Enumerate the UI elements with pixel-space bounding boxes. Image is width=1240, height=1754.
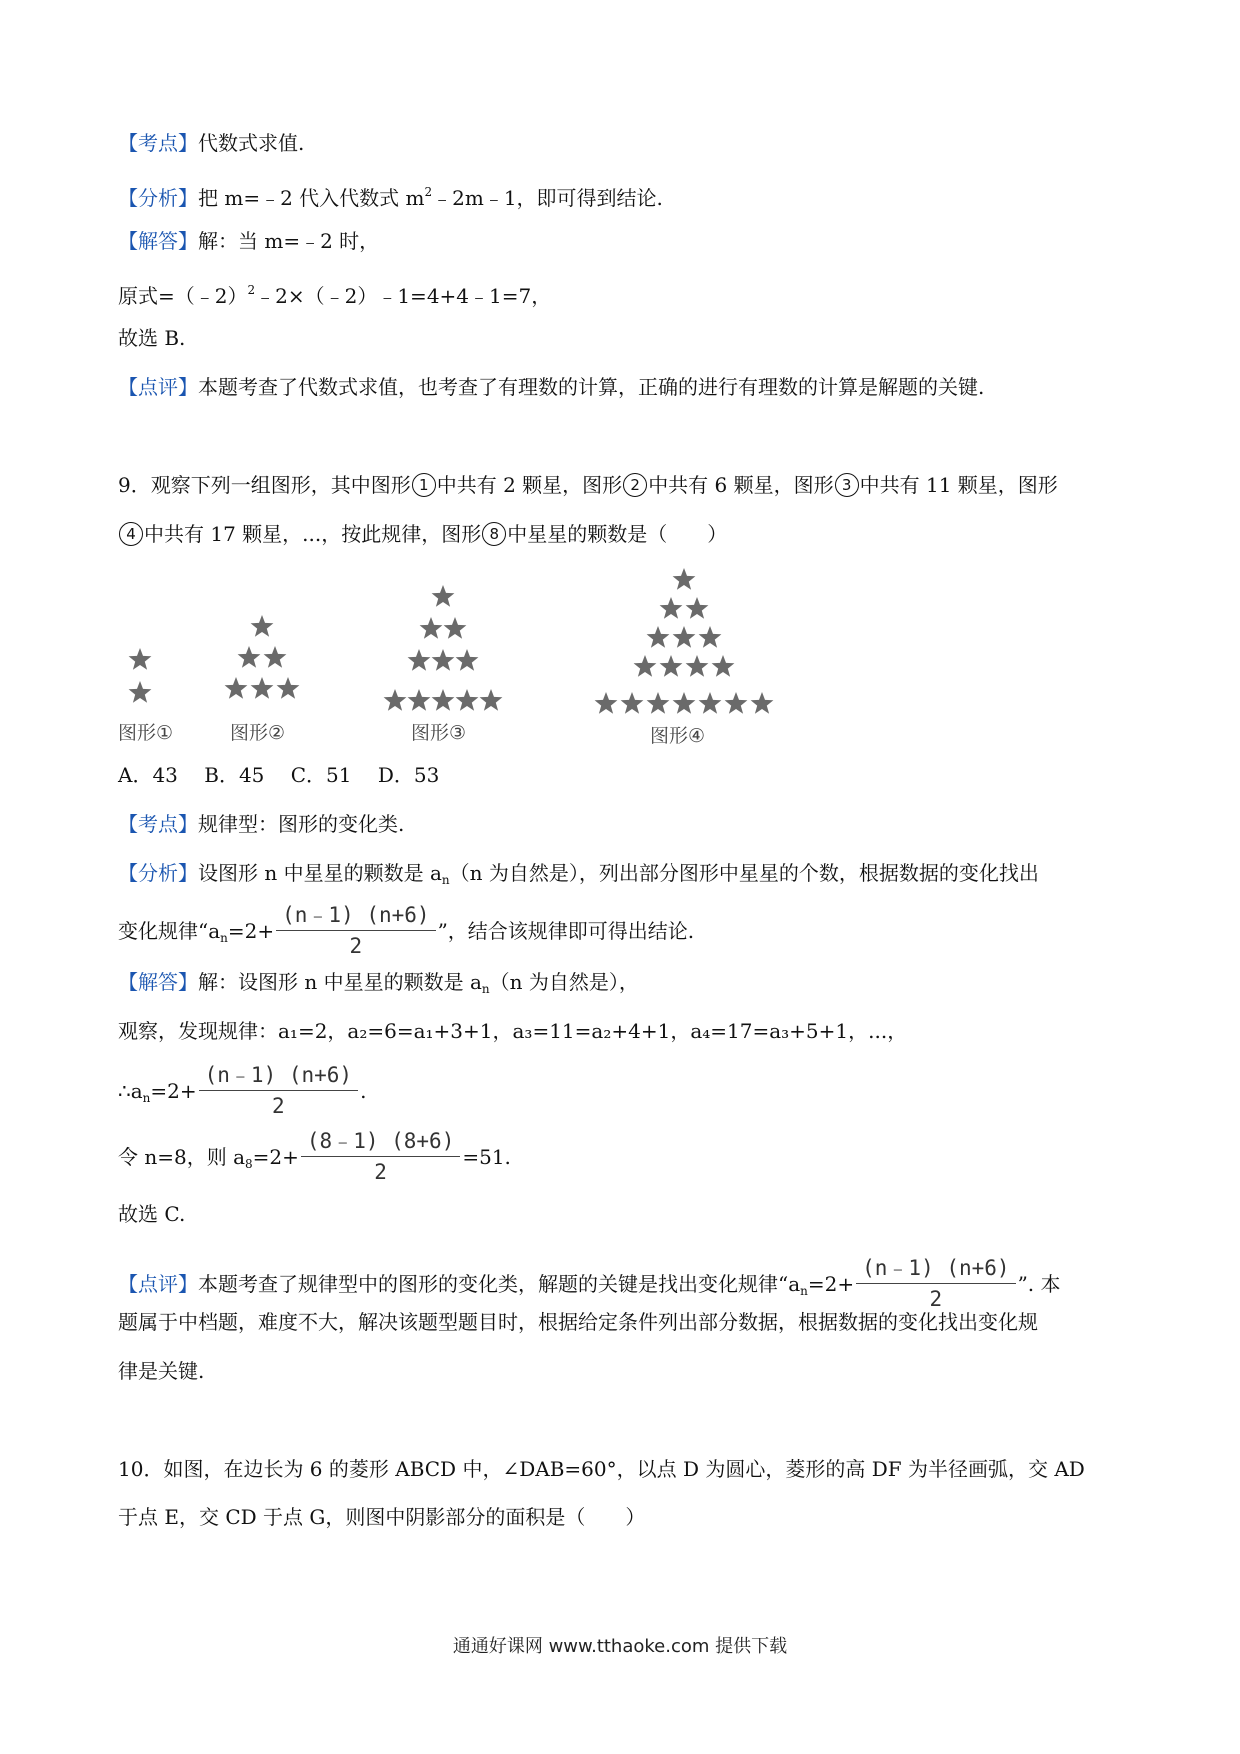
calc-text-2: ﹣2×（﹣2）﹣1=4+4﹣1=7， [255, 284, 552, 308]
dianping-tag: 【点评】 [118, 1272, 198, 1296]
star-icon [595, 692, 618, 714]
q8-calculation [118, 275, 551, 311]
star-pattern-figure [118, 560, 798, 760]
q9-jieda [118, 967, 639, 1004]
star-icon [660, 597, 683, 619]
kaodian-text: 规律型：图形的变化类. [198, 812, 405, 836]
star-icon [456, 689, 479, 711]
kaodian-tag: 【考点】 [118, 812, 198, 836]
dianping-text: 本题考查了规律型中的图形的变化类，解题的关键是找出变化规律“a [198, 1272, 801, 1296]
q10-text-2: 于点 E，交 CD 于点 G，则图中阴影部分的面积是（ ） [118, 1505, 646, 1529]
circled-number: 4 [119, 522, 143, 546]
q8-dianping [118, 372, 984, 402]
jieda-tag: 【解答】 [118, 970, 198, 994]
q9-options [118, 760, 439, 790]
q8-fenxi [118, 177, 663, 213]
star-icon [384, 689, 407, 711]
jieda-text-2: （n 为自然是）， [489, 970, 639, 994]
q9-fenxi-line1 [118, 858, 1039, 895]
star-icon [251, 615, 274, 637]
star-icon [673, 692, 696, 714]
jieda-text: 解：当 m=﹣2 时， [198, 229, 380, 253]
stem-text: 中共有 2 颗星，图形 [436, 473, 623, 497]
dianping-text-3: ”. 本 [1017, 1272, 1061, 1296]
stem-text: 中共有 6 颗星，图形 [648, 473, 834, 497]
star-figure-svg [118, 560, 798, 760]
let-text: 令 n=8，则 a [118, 1145, 246, 1169]
circled-number: 8 [482, 522, 506, 546]
subscript: n [220, 931, 228, 945]
subscript: n [441, 873, 450, 887]
q9-dianping-line3 [118, 1356, 204, 1386]
star-icon [621, 692, 644, 714]
star-icon [712, 655, 735, 677]
kaodian-text: 代数式求值. [198, 131, 305, 155]
star-icon [634, 655, 657, 677]
let-text-2: =2+ [252, 1145, 299, 1169]
fraction-denominator: 2 [349, 934, 363, 958]
q10-stem-line1 [118, 1454, 1085, 1484]
calc-text: 原式=（﹣2） [118, 284, 248, 308]
circled-number: 3 [835, 473, 859, 497]
star-icon [408, 689, 431, 711]
fenxi-tag: 【分析】 [118, 861, 198, 885]
dianping-text-5: 律是关键. [118, 1359, 205, 1383]
star-icon [432, 585, 455, 607]
q9-dianping-line2 [118, 1307, 1038, 1337]
observe-text: 观察，发现规律：a₁=2，a₂=6=a₁+3+1，a₃=11=a₂+4+1，a₄=17=a₃+5+1，...， [118, 1019, 908, 1043]
q9-stem-line1 [118, 470, 1058, 500]
star-icon [408, 649, 431, 671]
q9-choose [118, 1199, 185, 1229]
stem-text: 9．观察下列一组图形，其中图形 [118, 473, 411, 497]
fraction-numerator: (8﹣1) (8+6) [301, 1126, 460, 1157]
q10-stem-line2 [118, 1502, 645, 1532]
subscript: n [142, 1091, 151, 1105]
q9-therefore [118, 1062, 366, 1123]
stem-text: 中星星的颗数是（ ） [507, 522, 728, 546]
fraction-denominator: 2 [272, 1094, 285, 1118]
fenxi-text-5: ”，结合该规律即可得出结论. [437, 919, 695, 943]
star-icon [238, 646, 261, 668]
page-footer: 通通好课网 www.tthaoke.com 提供下载 [452, 1636, 788, 1657]
fraction [301, 1126, 460, 1187]
fenxi-text-3: 变化规律“a [118, 919, 221, 943]
q9-observe [118, 1016, 907, 1046]
jieda-text: 解：设图形 n 中星星的颗数是 a [198, 970, 482, 994]
dianping-tag: 【点评】 [118, 375, 198, 399]
therefore-end: . [360, 1079, 367, 1103]
star-icon [699, 692, 722, 714]
let-end: =51. [462, 1145, 511, 1169]
star-icon [264, 646, 287, 668]
q8-jieda [118, 226, 379, 256]
star-icon [686, 597, 709, 619]
star-icon [699, 626, 722, 648]
subscript: n [800, 1284, 808, 1298]
star-icon [432, 649, 455, 671]
star-icon [647, 626, 670, 648]
fenxi-text: 把 m=﹣2 代入代数式 m [198, 186, 425, 210]
star-icon [225, 677, 248, 699]
fraction-numerator: (n﹣1) (n+6) [856, 1253, 1015, 1284]
star-icon [660, 655, 683, 677]
star-icon [251, 677, 274, 699]
dianping-text: 本题考查了代数式求值，也考查了有理数的计算，正确的进行有理数的计算是解题的关键. [198, 375, 985, 399]
q10-text: 10．如图，在边长为 6 的菱形 ABCD 中，∠DAB=60°，以点 D 为圆心，菱形的高 DF 为半径画弧，交 AD [118, 1457, 1085, 1481]
kaodian-tag: 【考点】 [118, 131, 198, 155]
star-icon [751, 692, 774, 714]
fraction [199, 1060, 358, 1121]
circled-number: 2 [623, 473, 647, 497]
figure-label-2: 图形② [230, 722, 286, 744]
star-icon [432, 689, 455, 711]
star-icon [129, 648, 152, 670]
figure-label-4: 图形④ [650, 725, 706, 747]
q9-kaodian [118, 809, 404, 839]
fenxi-text-4: =2+ [227, 919, 275, 943]
fraction-numerator: (n﹣1) (n+6) [199, 1060, 358, 1091]
star-icon [277, 677, 300, 699]
fraction [856, 1253, 1015, 1314]
figure-label-1: 图形① [118, 722, 174, 744]
fenxi-text-2: （n 为自然是），列出部分图形中星星的个数，根据数据的变化找出 [449, 861, 1039, 885]
star-icon [456, 649, 479, 671]
circled-number: 1 [412, 473, 436, 497]
star-icon [129, 681, 152, 703]
star-icon [647, 692, 670, 714]
stem-text: 中共有 17 颗星，...，按此规律，图形 [144, 522, 482, 546]
fraction [276, 900, 435, 961]
star-icon [725, 692, 748, 714]
star-icon [420, 617, 443, 639]
figure-label-3: 图形③ [411, 722, 467, 744]
subscript: 8 [245, 1157, 253, 1171]
dianping-text-4: 题属于中档题，难度不大，解决该题型题目时，根据给定条件列出部分数据，根据数据的变化找出变化规 [118, 1310, 1038, 1334]
exponent: 2 [424, 185, 433, 199]
fraction-denominator: 2 [929, 1287, 943, 1311]
q9-let [118, 1128, 511, 1189]
q8-kaodian [118, 128, 304, 158]
fenxi-text: 设图形 n 中星星的颗数是 a [198, 861, 442, 885]
stem-text: 中共有 11 颗星，图形 [859, 473, 1058, 497]
choose-text: 故选 B. [118, 326, 186, 350]
fenxi-text-2: ﹣2m﹣1，即可得到结论. [432, 186, 663, 210]
fenxi-tag: 【分析】 [118, 186, 198, 210]
jieda-tag: 【解答】 [118, 229, 198, 253]
star-icon [480, 689, 503, 711]
dianping-text-2: =2+ [807, 1272, 855, 1296]
star-icon [686, 655, 709, 677]
fraction-numerator: (n﹣1) (n+6) [276, 900, 435, 931]
q8-choose [118, 323, 185, 353]
exponent: 2 [247, 283, 256, 297]
q9-fenxi-line2 [118, 902, 694, 963]
fraction-denominator: 2 [374, 1160, 387, 1184]
star-icon [444, 617, 467, 639]
therefore-text-2: =2+ [150, 1079, 197, 1103]
q9-stem-line2 [118, 519, 727, 549]
choose-text: 故选 C. [118, 1202, 186, 1226]
star-icon [673, 568, 696, 590]
options-text: A．43 B．45 C．51 D．53 [118, 763, 440, 787]
star-icon [673, 626, 696, 648]
subscript: n [481, 982, 490, 996]
therefore-text: ∴a [118, 1079, 143, 1103]
